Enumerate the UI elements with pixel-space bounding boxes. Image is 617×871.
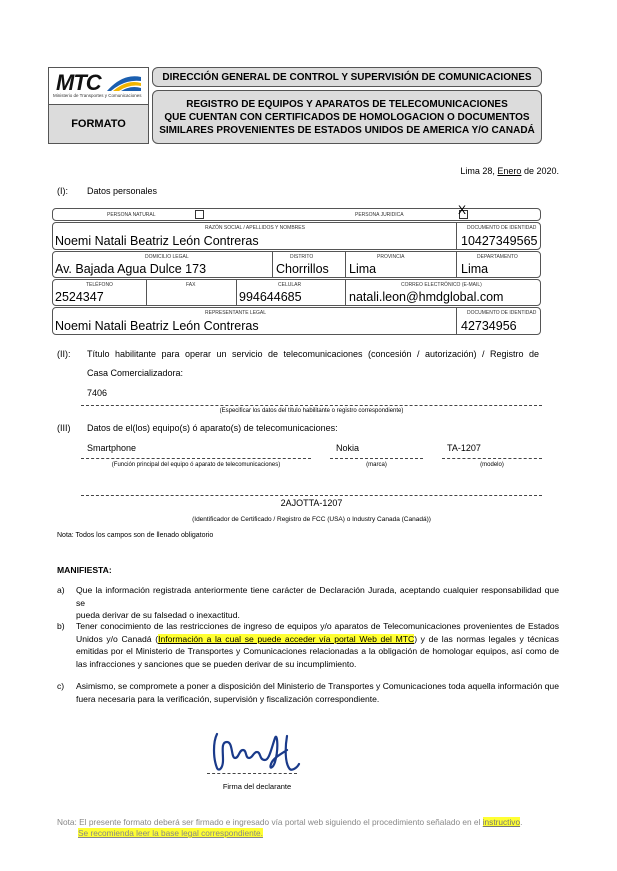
divider (345, 279, 346, 306)
date-month: Enero (497, 166, 522, 176)
item-b-label: b) (57, 621, 65, 631)
doc-identidad2-label: DOCUMENTO DE IDENTIDAD (467, 310, 537, 316)
modelo-line (442, 457, 542, 459)
domicilio-label: DOMICILIO LEGAL (145, 254, 189, 260)
header-subtitle (152, 90, 542, 144)
razon-social-label: RAZÓN SOCIAL / APELLIDOS Y NOMBRES (205, 225, 305, 231)
nota-obligatorio: Nota: Todos los campos son de llenado obligatorio (57, 532, 214, 539)
certificado-value: 2AJOTTA-1207 (280, 498, 343, 508)
marca-caption: (marca) (366, 462, 387, 468)
divider (456, 251, 457, 278)
distrito-value: Chorrillos (276, 262, 329, 276)
doc-identidad-label: DOCUMENTO DE IDENTIDAD (467, 225, 537, 231)
doc-identidad2-value: 42734956 (461, 319, 517, 333)
celular-label: CELULAR (278, 282, 302, 288)
departamento-label: DEPARTAMENTO (477, 254, 518, 260)
instructivo-link[interactable]: instructivo (482, 817, 521, 827)
representante-label: REPRESENTANTE LEGAL (205, 310, 267, 316)
funcion-caption: (Función principal del equipo ó aparato de telecomunicaciones) (111, 462, 281, 468)
provincia-value: Lima (349, 262, 377, 276)
mtc-portal-link[interactable]: Información a la cual se puede acceder vía portal Web del MTC (158, 633, 415, 644)
subtitle-line: REGISTRO DE EQUIPOS Y APARATOS DE TELECOMUNICACIONES (186, 98, 508, 110)
distrito-label: DISTRITO (290, 254, 314, 260)
departamento-value: Lima (461, 262, 489, 276)
subtitle-line: SIMILARES PROVENIENTES DE ESTADOS UNIDOS DE AMERICA Y/O CANADÁ (159, 124, 535, 136)
persona-juridica-mark: X (458, 203, 467, 217)
logo-wave-icon (105, 71, 143, 93)
section1-num: (I): (57, 186, 68, 196)
certificado-top-line (81, 494, 542, 496)
divider (456, 222, 457, 250)
base-legal-link[interactable]: Se recomienda leer la base legal correspondiente. (78, 828, 263, 838)
razon-social-value: Noemi Natali Beatriz León Contreras (55, 234, 259, 248)
logo-subtitle: Ministerio de Transportes y Comunicaciones (53, 93, 142, 98)
section2-value: 7406 (87, 388, 108, 398)
fax-label: FAX (186, 282, 196, 288)
modelo-value: TA-1207 (447, 443, 481, 453)
persona-natural-checkbox[interactable] (195, 210, 204, 219)
header-title: DIRECCIÓN GENERAL DE CONTROL Y SUPERVISIÓN DE COMUNICACIONES (152, 67, 542, 87)
item-c-text: Asimismo, se compromete a poner a disposición del Ministerio de Transportes y Comunicaciones toda aquella información que fuera necesaria para la verificación, supervisión y fiscalización correspondiente. (76, 681, 559, 704)
correo-value: natali.leon@hmdglobal.com (349, 290, 504, 304)
section2-line (81, 404, 542, 406)
modelo-caption: (modelo) (480, 462, 504, 468)
nota-footer-line2 (78, 828, 263, 838)
logo-text: MTC (56, 70, 101, 95)
divider (272, 251, 273, 278)
telefono-value: 2524347 (55, 290, 104, 304)
section2-caption: (Especificar los datos del título habilitante o registro correspondiente) (219, 408, 404, 414)
formato-label: FORMATO (48, 104, 149, 144)
divider (236, 279, 237, 306)
section2-text-line1: Título habilitante para operar un servicio de telecomunicaciones (concesión / autorización) / Registro de (87, 349, 539, 359)
representante-value: Noemi Natali Beatriz León Contreras (55, 319, 259, 333)
section3-num: (III) (57, 423, 71, 433)
signature-line (207, 772, 297, 774)
firma-label: Firma del declarante (222, 782, 292, 791)
item-c-label: c) (57, 681, 65, 691)
section2-text-line2: Casa Comercializadora: (87, 368, 184, 378)
subtitle-line: QUE CUENTAN CON CERTIFICADOS DE HOMOLOGACION O DOCUMENTOS (164, 111, 530, 123)
item-a-label: a) (57, 585, 65, 595)
doc-identidad-value: 10427349565 (461, 234, 538, 248)
funcion-value: Smartphone (87, 443, 137, 453)
provincia-label: PROVINCIA (377, 254, 405, 260)
divider (345, 251, 346, 278)
section3-title: Datos de el(los) equipo(s) ó aparato(s) de telecomunicaciones: (87, 423, 338, 433)
section1-title: Datos personales (87, 186, 158, 196)
marca-line (330, 457, 423, 459)
signature-image (205, 728, 305, 776)
telefono-label: TELÉFONO (86, 282, 113, 288)
item-a-text: Que la información registrada anteriormente tiene carácter de Declaración Jurada, aceptando cualquier responsabilidad que se pueda derivar de su falsedad o inexactitud. (76, 585, 559, 620)
section2-num: (II): (57, 349, 71, 359)
celular-value: 994644685 (239, 290, 302, 304)
manifiesta-title: MANIFIESTA: (57, 565, 112, 575)
certificado-caption: (Identificador de Certificado / Registro de FCC (USA) o Industry Canada (Canadá)) (192, 516, 431, 523)
marca-value: Nokia (336, 443, 360, 453)
funcion-line (81, 457, 311, 459)
divider (456, 307, 457, 335)
persona-juridica-label: PERSONA JURIDICA (355, 212, 404, 218)
domicilio-value: Av. Bajada Agua Dulce 173 (55, 262, 207, 276)
mtc-logo (48, 67, 149, 105)
document-date: Lima 28, Enero de 2020. (460, 166, 559, 176)
persona-natural-label: PERSONA NATURAL (107, 212, 156, 218)
item-b-text: Tener conocimiento de las restricciones de ingreso de equipos y/o aparatos de Telecomunicaciones provenientes de Estados Unidos y/o Canadá (Información a la cual se puede acceder vía portal Web del MTC) y de las normas legales y técnicas emitidas por el Ministerio de Transportes y Comunicaciones relacionadas a la obligación de homologar equipos, así como de las infracciones y sanciones que se pueden derivar de su incumplimiento. (76, 621, 559, 669)
divider (146, 279, 147, 306)
correo-label: CORREO ELECTRÓNICO (E-MAIL) (401, 282, 482, 288)
nota-footer: Nota: El presente formato deberá ser firmado e ingresado vía portal web siguiendo el procedimiento señalado en el instructivo. (57, 817, 523, 827)
